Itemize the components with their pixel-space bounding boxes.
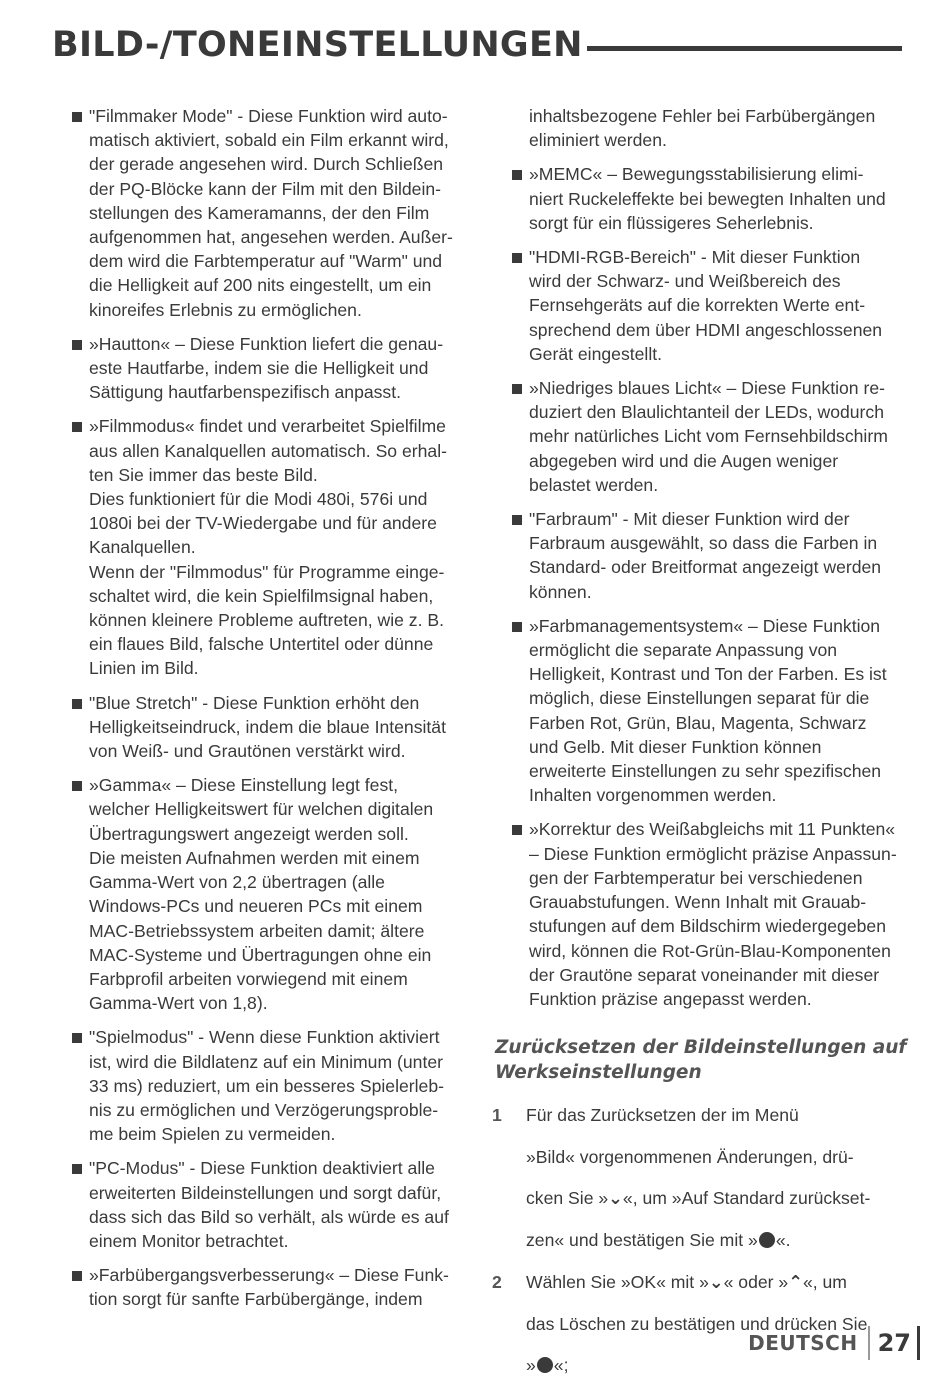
bullet-line: und Gelb. Mit dieser Funktion können — [529, 736, 822, 757]
bullet-line: MAC-Systeme und Übertragungen ohne ein — [89, 944, 432, 965]
bullet-line: erweiterten Bildeinstellungen und sorgt dafür, — [89, 1182, 442, 1203]
ok-button-icon — [537, 1357, 553, 1373]
bullet-line: wird, können die Rot-Grün-Blau-Komponenten — [529, 940, 891, 961]
bullet-square-icon — [512, 622, 522, 632]
bullet-line: belastet werden. — [529, 474, 659, 495]
section-subheading: Zurücksetzen der Bildeinstellungen auf Werkseinstellungen — [495, 1037, 907, 1084]
bullet-item — [70, 1025, 465, 1146]
bullet-square-icon — [512, 170, 522, 180]
bullet-square-icon — [72, 112, 82, 122]
bullet-line: tion sorgt für sanfte Farbübergänge, indem — [89, 1289, 423, 1310]
bullet-line: der gerade angesehen wird. Durch Schließen — [89, 154, 444, 175]
bullet-square-icon — [72, 422, 82, 432]
bullet-line: sorgt für ein flüssigeres Seherlebnis. — [529, 212, 814, 233]
bullet-line: este Hautfarbe, indem sie die Helligkeit und — [89, 358, 429, 379]
bullet-line: Farben Rot, Grün, Blau, Magenta, Schwarz — [529, 712, 867, 733]
page-title-text: BILD-/TONEINSTELLUNGEN — [52, 25, 583, 65]
bullet-line: können. — [529, 581, 592, 602]
continuation-line: eliminiert werden. — [529, 130, 667, 151]
bullet-line: gen der Farbtemperatur bei verschiedenen — [529, 867, 863, 888]
bullet-line: Linien im Bild. — [89, 658, 199, 679]
bullet-line: Grauabstufungen. Wenn Inhalt mit Grauab- — [529, 892, 867, 913]
bullet-item — [70, 332, 465, 405]
bullet-line: dass sich das Bild so verhält, als würde es auf — [89, 1206, 449, 1227]
bullet-line: Übertragungswert angezeigt werden soll. — [89, 823, 409, 844]
bullet-line: "Farbraum" - Mit dieser Funktion wird der — [529, 509, 850, 530]
bullet-line: MAC-Betriebssystem arbeiten damit; ältere — [89, 920, 425, 941]
bullet-item — [510, 614, 900, 808]
chevron-down-icon: ⌄ — [608, 1188, 623, 1209]
continuation-text — [510, 104, 900, 152]
step-1: 1 Für das Zurücksetzen der im Menü »Bild« vorgenommenen Änderungen, drü- cken Sie »⌄«, um »Auf Standard zurückset- zen« und bestätigen Sie mit » «. — [492, 1104, 871, 1251]
bullet-line: »Hautton« – Diese Funktion liefert die genau- — [89, 333, 444, 354]
bullet-square-icon — [512, 825, 522, 835]
bullet-line: ten Sie immer das beste Bild. — [89, 464, 318, 485]
bullet-line: der Grautöne separat voneinander mit dieser — [529, 964, 880, 985]
bullet-line: »Filmmodus« findet und verarbeitet Spielfilme — [89, 416, 446, 437]
bullet-line: stellungen des Kameramanns, der den Film — [89, 202, 430, 223]
bullet-line: erweiterte Einstellungen zu sehr spezifischen — [529, 761, 882, 782]
bullet-line: ermöglicht die separate Anpassung von — [529, 640, 838, 661]
step-2: 2 Wählen Sie »OK« mit »⌄« oder »⌃«, um das Löschen zu bestätigen und drücken Sie » «; — [492, 1271, 868, 1376]
bullet-line: me beim Spielen zu vermeiden. — [89, 1124, 336, 1145]
bullet-item — [510, 817, 900, 1011]
bullet-line: Standard- oder Breitformat angezeigt werden — [529, 557, 882, 578]
bullet-line: "Filmmaker Mode" - Diese Funktion wird auto- — [89, 106, 448, 126]
bullet-item — [510, 245, 900, 366]
bullet-square-icon — [72, 1164, 82, 1174]
bullet-line: aufgenommen hat, angesehen werden. Außer- — [89, 227, 453, 248]
bullet-line: wird der Schwarz- und Weißbereich des — [529, 271, 841, 292]
bullet-line: "Spielmodus" - Wenn diese Funktion aktiviert — [89, 1027, 440, 1048]
bullet-line: nis zu ermöglichen und Verzögerungsproble- — [89, 1099, 439, 1120]
bullet-square-icon — [512, 253, 522, 263]
bullet-line: dem wird die Farbtemperatur auf "Warm" und — [89, 251, 443, 272]
step-number: 2 — [492, 1271, 502, 1292]
step-number: 1 — [492, 1104, 502, 1125]
bullet-line: sprechend dem über HDMI angeschlossenen — [529, 319, 883, 340]
bullet-line: Funktion präzise angepasst werden. — [529, 988, 812, 1009]
page-number: 27 — [868, 1326, 920, 1360]
left-column — [70, 104, 465, 1322]
bullet-line: die Helligkeit auf 200 nits eingestellt, um ein — [89, 275, 432, 296]
bullet-line: Gerät eingestellt. — [529, 343, 663, 364]
bullet-line: stufungen auf dem Bildschirm wiedergegeben — [529, 916, 886, 937]
bullet-square-icon — [512, 515, 522, 525]
bullet-square-icon — [72, 781, 82, 791]
bullet-line: »Farbübergangsverbesserung« – Diese Funk- — [89, 1265, 449, 1286]
bullet-item — [70, 1263, 465, 1311]
bullet-line: duziert den Blaulichtanteil der LEDs, wodurch — [529, 402, 885, 423]
bullet-line: von Weiß- und Grautönen verstärkt wird. — [89, 741, 406, 762]
bullet-line: Fernsehgeräts auf die korrekten Werte ent- — [529, 295, 866, 316]
bullet-item — [510, 376, 900, 497]
bullet-line: "PC-Modus" - Diese Funktion deaktiviert alle — [89, 1158, 435, 1179]
bullet-line: abgegeben wird und die Augen weniger — [529, 450, 839, 471]
bullet-line: "Blue Stretch" - Diese Funktion erhöht den — [89, 692, 420, 713]
bullet-line: »Niedriges blaues Licht« – Diese Funktion re- — [529, 378, 885, 399]
bullet-line: "HDMI-RGB-Bereich" - Mit dieser Funktion — [529, 247, 861, 268]
bullet-line: kinoreifes Erlebnis zu ermöglichen. — [89, 299, 362, 320]
bullet-line: aus allen Kanalquellen automatisch. So erhal- — [89, 440, 447, 461]
bullet-line: können kleinere Probleme auftreten, wie z. B. — [89, 610, 445, 631]
bullet-line: »MEMC« – Bewegungsstabilisierung elimi- — [529, 164, 864, 185]
bullet-line: »Korrektur des Weißabgleichs mit 11 Punkten« — [529, 819, 896, 840]
page-title — [52, 20, 902, 70]
bullet-line: ein flaues Bild, falsche Untertitel oder dünne — [89, 634, 434, 655]
title-rule — [587, 46, 902, 51]
bullet-item — [70, 773, 465, 1015]
chevron-up-icon: ⌃ — [788, 1271, 803, 1292]
bullet-line: 33 ms) reduziert, um ein besseres Spielerleb- — [89, 1075, 444, 1096]
bullet-line: Inhalten vorgenommen werden. — [529, 785, 777, 806]
bullet-square-icon — [72, 1033, 82, 1043]
bullet-line: Sättigung hautfarbenspezifisch anpasst. — [89, 382, 402, 403]
bullet-line: ist, wird die Bildlatenz auf ein Minimum (unter — [89, 1051, 443, 1072]
bullet-item — [70, 1156, 465, 1253]
bullet-square-icon — [72, 699, 82, 709]
bullet-line: einem Monitor betrachtet. — [89, 1230, 289, 1251]
bullet-line: Farbraum ausgewählt, so dass die Farben in — [529, 533, 878, 554]
bullet-line: 1080i bei der TV-Wiedergabe und für andere — [89, 513, 437, 534]
continuation-line: inhaltsbezogene Fehler bei Farbübergängen — [529, 106, 876, 126]
bullet-line: Farbprofil arbeiten vorwiegend mit einem — [89, 968, 408, 989]
bullet-line: Die meisten Aufnahmen werden mit einem — [89, 847, 420, 868]
bullet-item — [70, 414, 465, 680]
bullet-line: Gamma-Wert von 1,8). — [89, 993, 268, 1014]
bullet-line: »Farbmanagementsystem« – Diese Funktion — [529, 615, 881, 636]
bullet-line: Helligkeit, Kontrast und Ton der Farben. Es ist — [529, 664, 887, 685]
chevron-down-icon: ⌄ — [708, 1271, 724, 1292]
page-footer — [748, 1326, 920, 1360]
bullet-line: Dies funktioniert für die Modi 480i, 576i und — [89, 489, 428, 510]
bullet-line: mehr natürliches Licht vom Fernsehbildschirm — [529, 426, 888, 447]
bullet-line: Gamma-Wert von 2,2 übertragen (alle — [89, 872, 385, 893]
bullet-line: »Gamma« – Diese Einstellung legt fest, — [89, 775, 399, 796]
bullet-line: welcher Helligkeitswert für welchen digitalen — [89, 799, 434, 820]
ok-button-icon — [759, 1232, 775, 1248]
bullet-line: matisch aktiviert, sobald ein Film erkannt wird, — [89, 130, 449, 151]
bullet-square-icon — [72, 1271, 82, 1281]
footer-language: DEUTSCH — [748, 1331, 858, 1355]
bullet-line: der PQ-Blöcke kann der Film mit den Bildein- — [89, 178, 442, 199]
bullet-line: – Diese Funktion ermöglicht präzise Anpassun- — [529, 843, 897, 864]
bullet-item — [70, 104, 465, 322]
bullet-line: schaltet wird, die kein Spielfilmsignal haben, — [89, 585, 434, 606]
bullet-line: Windows-PCs und neueren PCs mit einem — [89, 896, 423, 917]
bullet-square-icon — [72, 340, 82, 350]
bullet-square-icon — [512, 384, 522, 394]
right-column — [492, 104, 907, 1395]
bullet-line: niert Ruckeleffekte bei bewegten Inhalten und — [529, 188, 886, 209]
bullet-line: Kanalquellen. — [89, 537, 196, 558]
bullet-item — [70, 691, 465, 764]
bullet-item — [510, 507, 900, 604]
bullet-item — [510, 162, 900, 235]
bullet-line: möglich, diese Einstellungen separat für die — [529, 688, 870, 709]
bullet-line: Wenn der "Filmmodus" für Programme einge- — [89, 561, 445, 582]
bullet-line: Helligkeitseindruck, indem die blaue Intensität — [89, 716, 446, 737]
